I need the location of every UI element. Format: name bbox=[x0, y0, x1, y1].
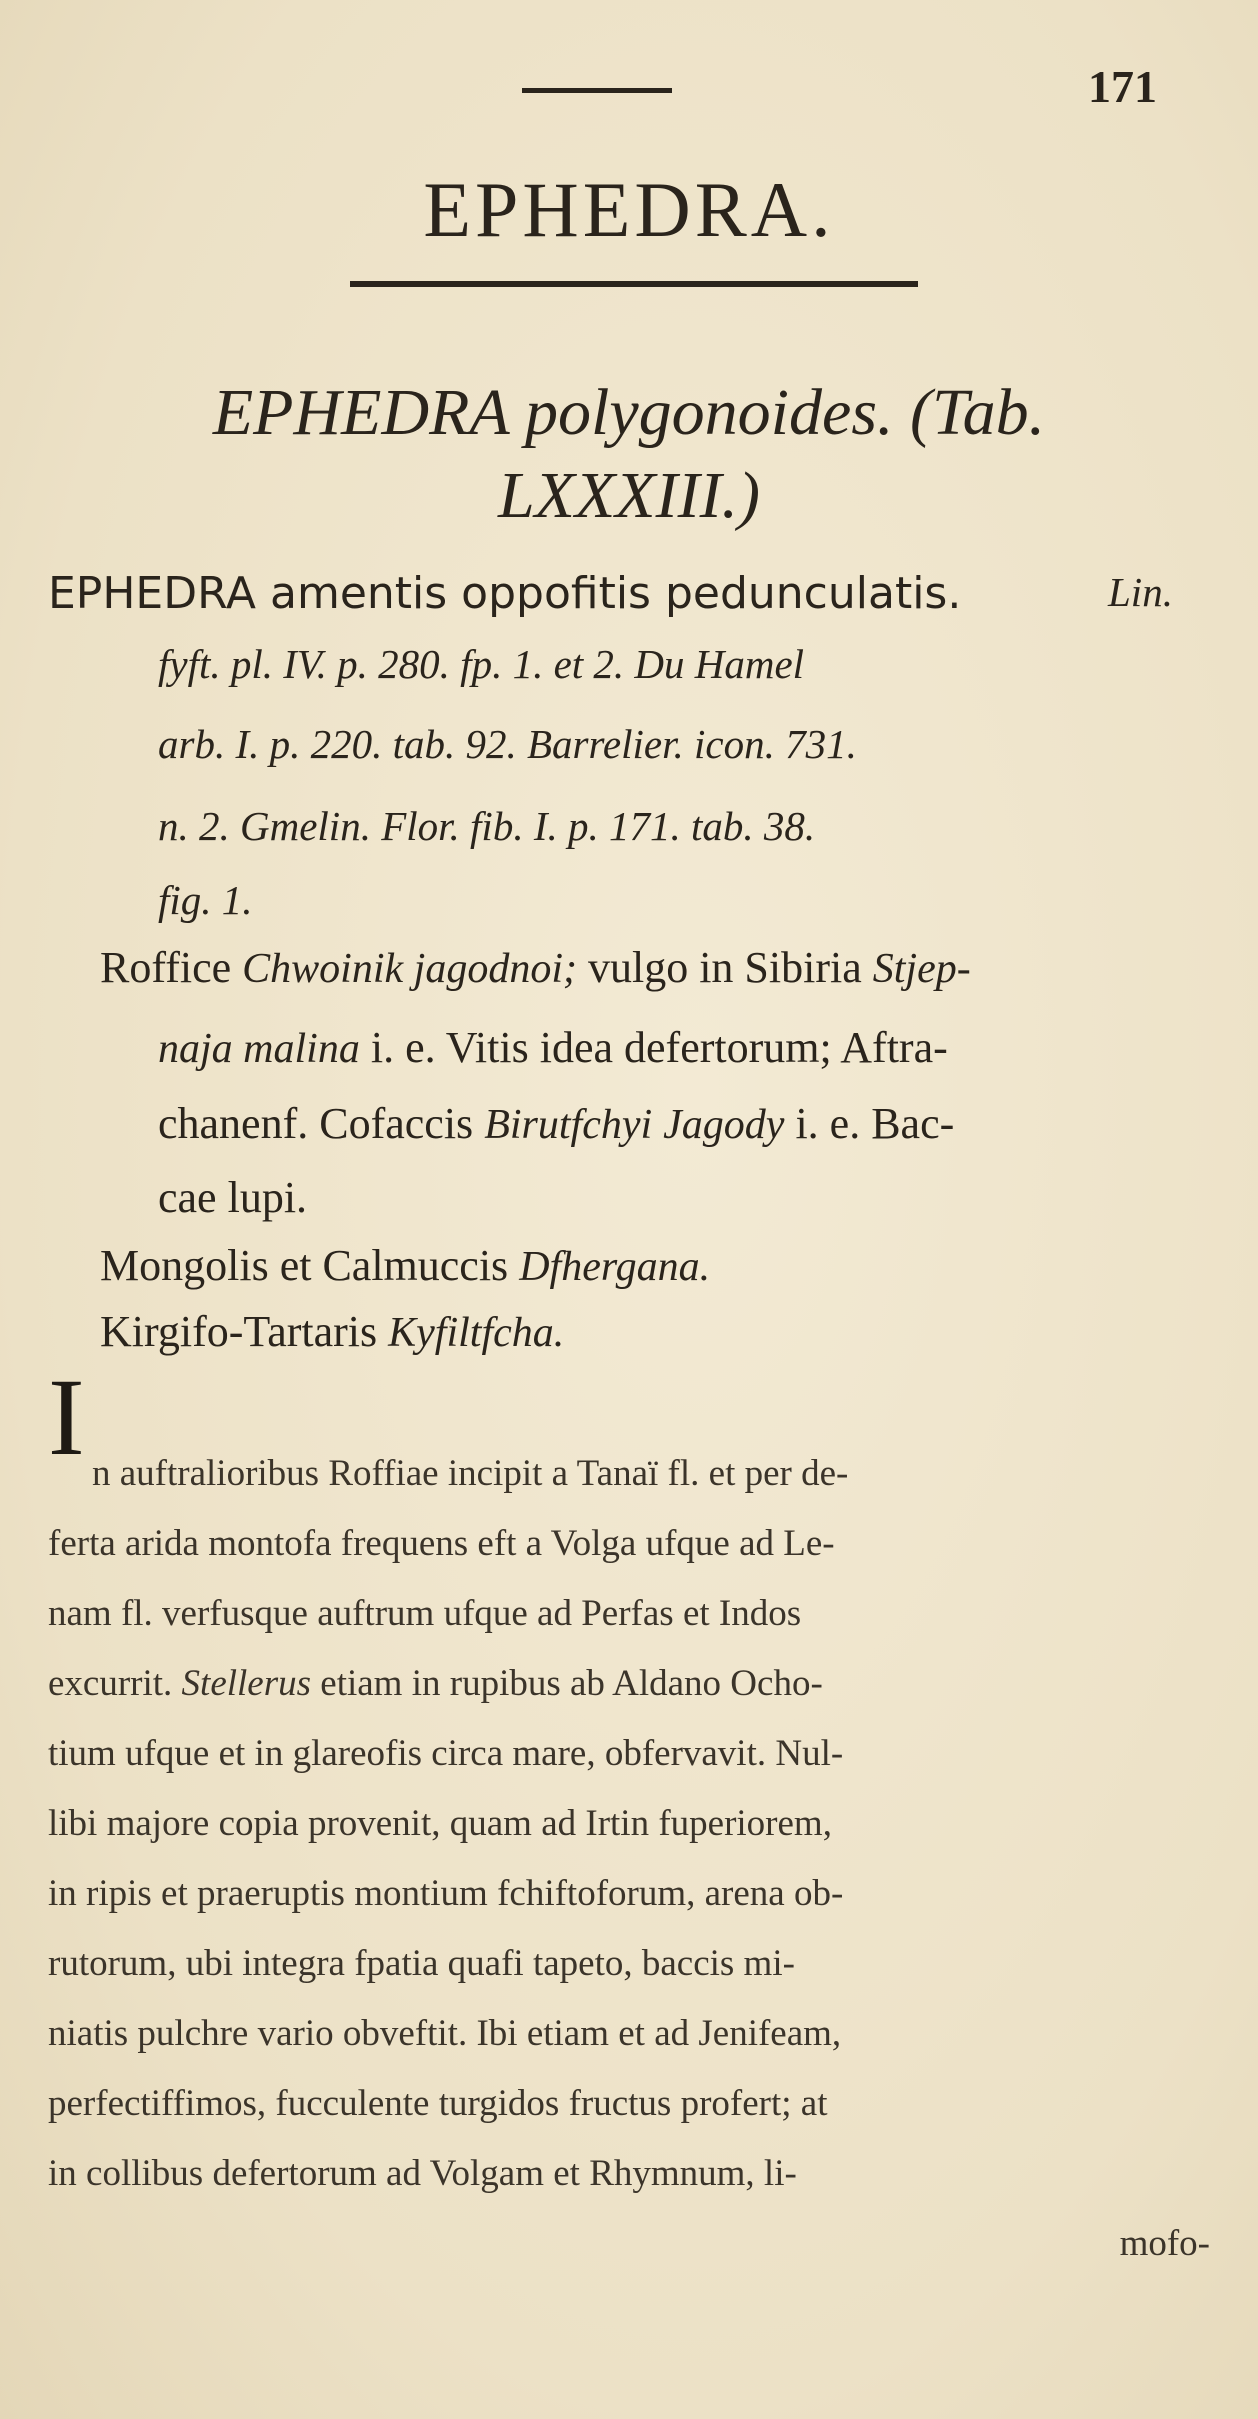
genus-name: EPHEDRA bbox=[48, 568, 256, 619]
header-ornament-rule bbox=[522, 88, 672, 93]
vernacular-line3: chanenf. Cofaccis Birutfchyi Jagody i. e. Bac- bbox=[158, 1099, 955, 1148]
reference-lin: Lin. bbox=[1108, 569, 1173, 615]
body-line: perfectiffimos, fucculente turgidos fructus profert; at bbox=[48, 2083, 828, 2124]
vernacular-line2: naja malina i. e. Vitis idea defertorum; Aftra- bbox=[158, 1023, 948, 1072]
body-line: tium ufque et in glareofis circa mare, obfervavit. Nul- bbox=[48, 1733, 844, 1774]
reference-line4: n. 2. Gmelin. Flor. fib. I. p. 171. tab. 38. bbox=[158, 803, 816, 849]
vernacular-line6: Kirgifo-Tartaris Kyfiltfcha. bbox=[100, 1307, 565, 1356]
body-line: niatis pulchre vario obveftit. Ibi etiam et ad Jenifeam, bbox=[48, 2013, 842, 2054]
reference-line5: fig. 1. bbox=[158, 877, 253, 923]
body-line: in collibus defertorum ad Volgam et Rhymnum, li- bbox=[48, 2153, 797, 2194]
vernacular-line1: Roffice Chwoinik jagodnoi; vulgo in Sibiria Stjep- bbox=[100, 943, 971, 992]
body-line: ferta arida montofa frequens eft a Volga ufque ad Le- bbox=[48, 1523, 835, 1564]
page-number: 171 bbox=[1088, 61, 1157, 112]
body-line: excurrit. Stellerus etiam in rupibus ab Aldano Ocho- bbox=[48, 1663, 823, 1704]
body-line: nam fl. verfusque auftrum ufque ad Perfas et Indos bbox=[48, 1593, 802, 1634]
species-heading-line1: EPHEDRA polygonoides. (Tab. bbox=[212, 376, 1046, 449]
diagnosis-text: amentis oppofitis pedunculatis. bbox=[270, 568, 962, 619]
reference-line2: fyft. pl. IV. p. 280. fp. 1. et 2. Du Hamel bbox=[158, 641, 805, 687]
body-line: in ripis et praeruptis montium fchiftoforum, arena ob- bbox=[48, 1873, 844, 1914]
reference-line3: arb. I. p. 220. tab. 92. Barrelier. icon. 731. bbox=[158, 721, 857, 767]
vernacular-line4: cae lupi. bbox=[158, 1173, 308, 1222]
vernacular-line5: Mongolis et Calmuccis Dfhergana. bbox=[100, 1241, 711, 1290]
title-rule bbox=[350, 281, 918, 287]
body-line: rutorum, ubi integra fpatia quafi tapeto, baccis mi- bbox=[48, 1943, 795, 1984]
species-heading-line2: LXXXIII.) bbox=[497, 459, 761, 532]
drop-cap: I bbox=[48, 1356, 85, 1478]
body-line: n auftralioribus Roffiae incipit a Tanaï fl. et per de- bbox=[92, 1453, 849, 1494]
catchword: mofo- bbox=[1119, 2223, 1210, 2264]
page-title: EPHEDRA. bbox=[423, 166, 835, 253]
body-line: libi majore copia provenit, quam ad Irtin fuperiorem, bbox=[48, 1803, 832, 1844]
diagnosis-line1 bbox=[48, 568, 961, 619]
